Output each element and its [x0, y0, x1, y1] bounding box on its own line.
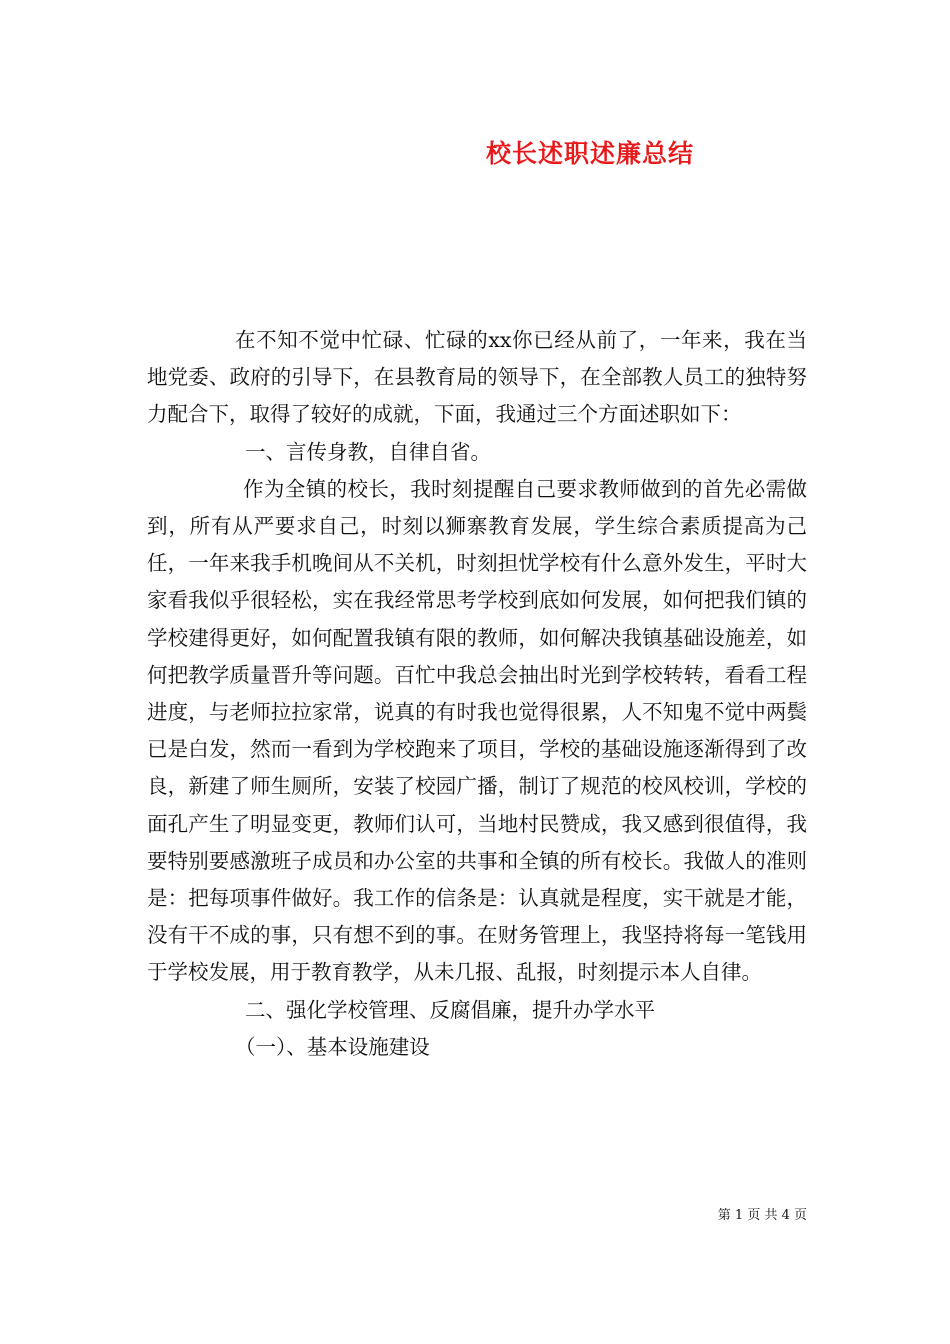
- document-title: 校长述职述廉总结: [485, 139, 694, 168]
- page-footer: 第 1 页 共 4 页: [717, 1208, 807, 1223]
- document-body: [147, 322, 807, 1066]
- section1-paragraph: 作为全镇的校长，我时刻提醒自己要求教师做到的首先必需做到，所有从严要求自己，时刻以狮寨教育发展，学生综合素质提高为己任，一年来我手机晚间从不关机，时刻担忧学校有什么意外发生，平时大家看我似乎很轻松，实在我经常思考学校到底如何发展，如何把我们镇的学校建得更好，如何配置我镇有限的教师，如何解决我镇基础设施差，如何把教学质量晋升等问题。百忙中我总会抽出时光到学校转转，看看工程进度，与老师拉拉家常，说真的有时我也觉得很累，人不知鬼不觉中两鬓已是白发，然而一看到为学校跑来了项目，学校的基础设施逐渐得到了改良，新建了师生厕所，安装了校园广播，制订了规范的校风校训，学校的面孔产生了明显变更，教师们认可，当地村民赞成，我又感到很值得，我要特别要感激班子成员和办公室的共事和全镇的所有校长。我做人的准则是：把每项事件做好。我工作的信条是：认真就是程度，实干就是才能，没有干不成的事，只有想不到的事。在财务管理上，我坚持将每一笔钱用于学校发展，用于教育教学，从未几报、乱报，时刻提示本人自律。: [147, 476, 807, 985]
- intro-paragraph: 在不知不觉中忙碌、忙碌的xx你已经从前了，一年来，我在当地党委、政府的引导下，在县教育局的领导下，在全部教人员工的独特努力配合下，取得了较好的成就，下面，我通过三个方面述职如下：: [147, 328, 807, 427]
- subsection1-heading: （一）、基本设施建设: [235, 1034, 430, 1059]
- section1-heading: 一、言传身教，自律自省。: [245, 439, 491, 464]
- section2-heading: 二、强化学校管理、反腐倡廉，提升办学水平: [245, 997, 655, 1022]
